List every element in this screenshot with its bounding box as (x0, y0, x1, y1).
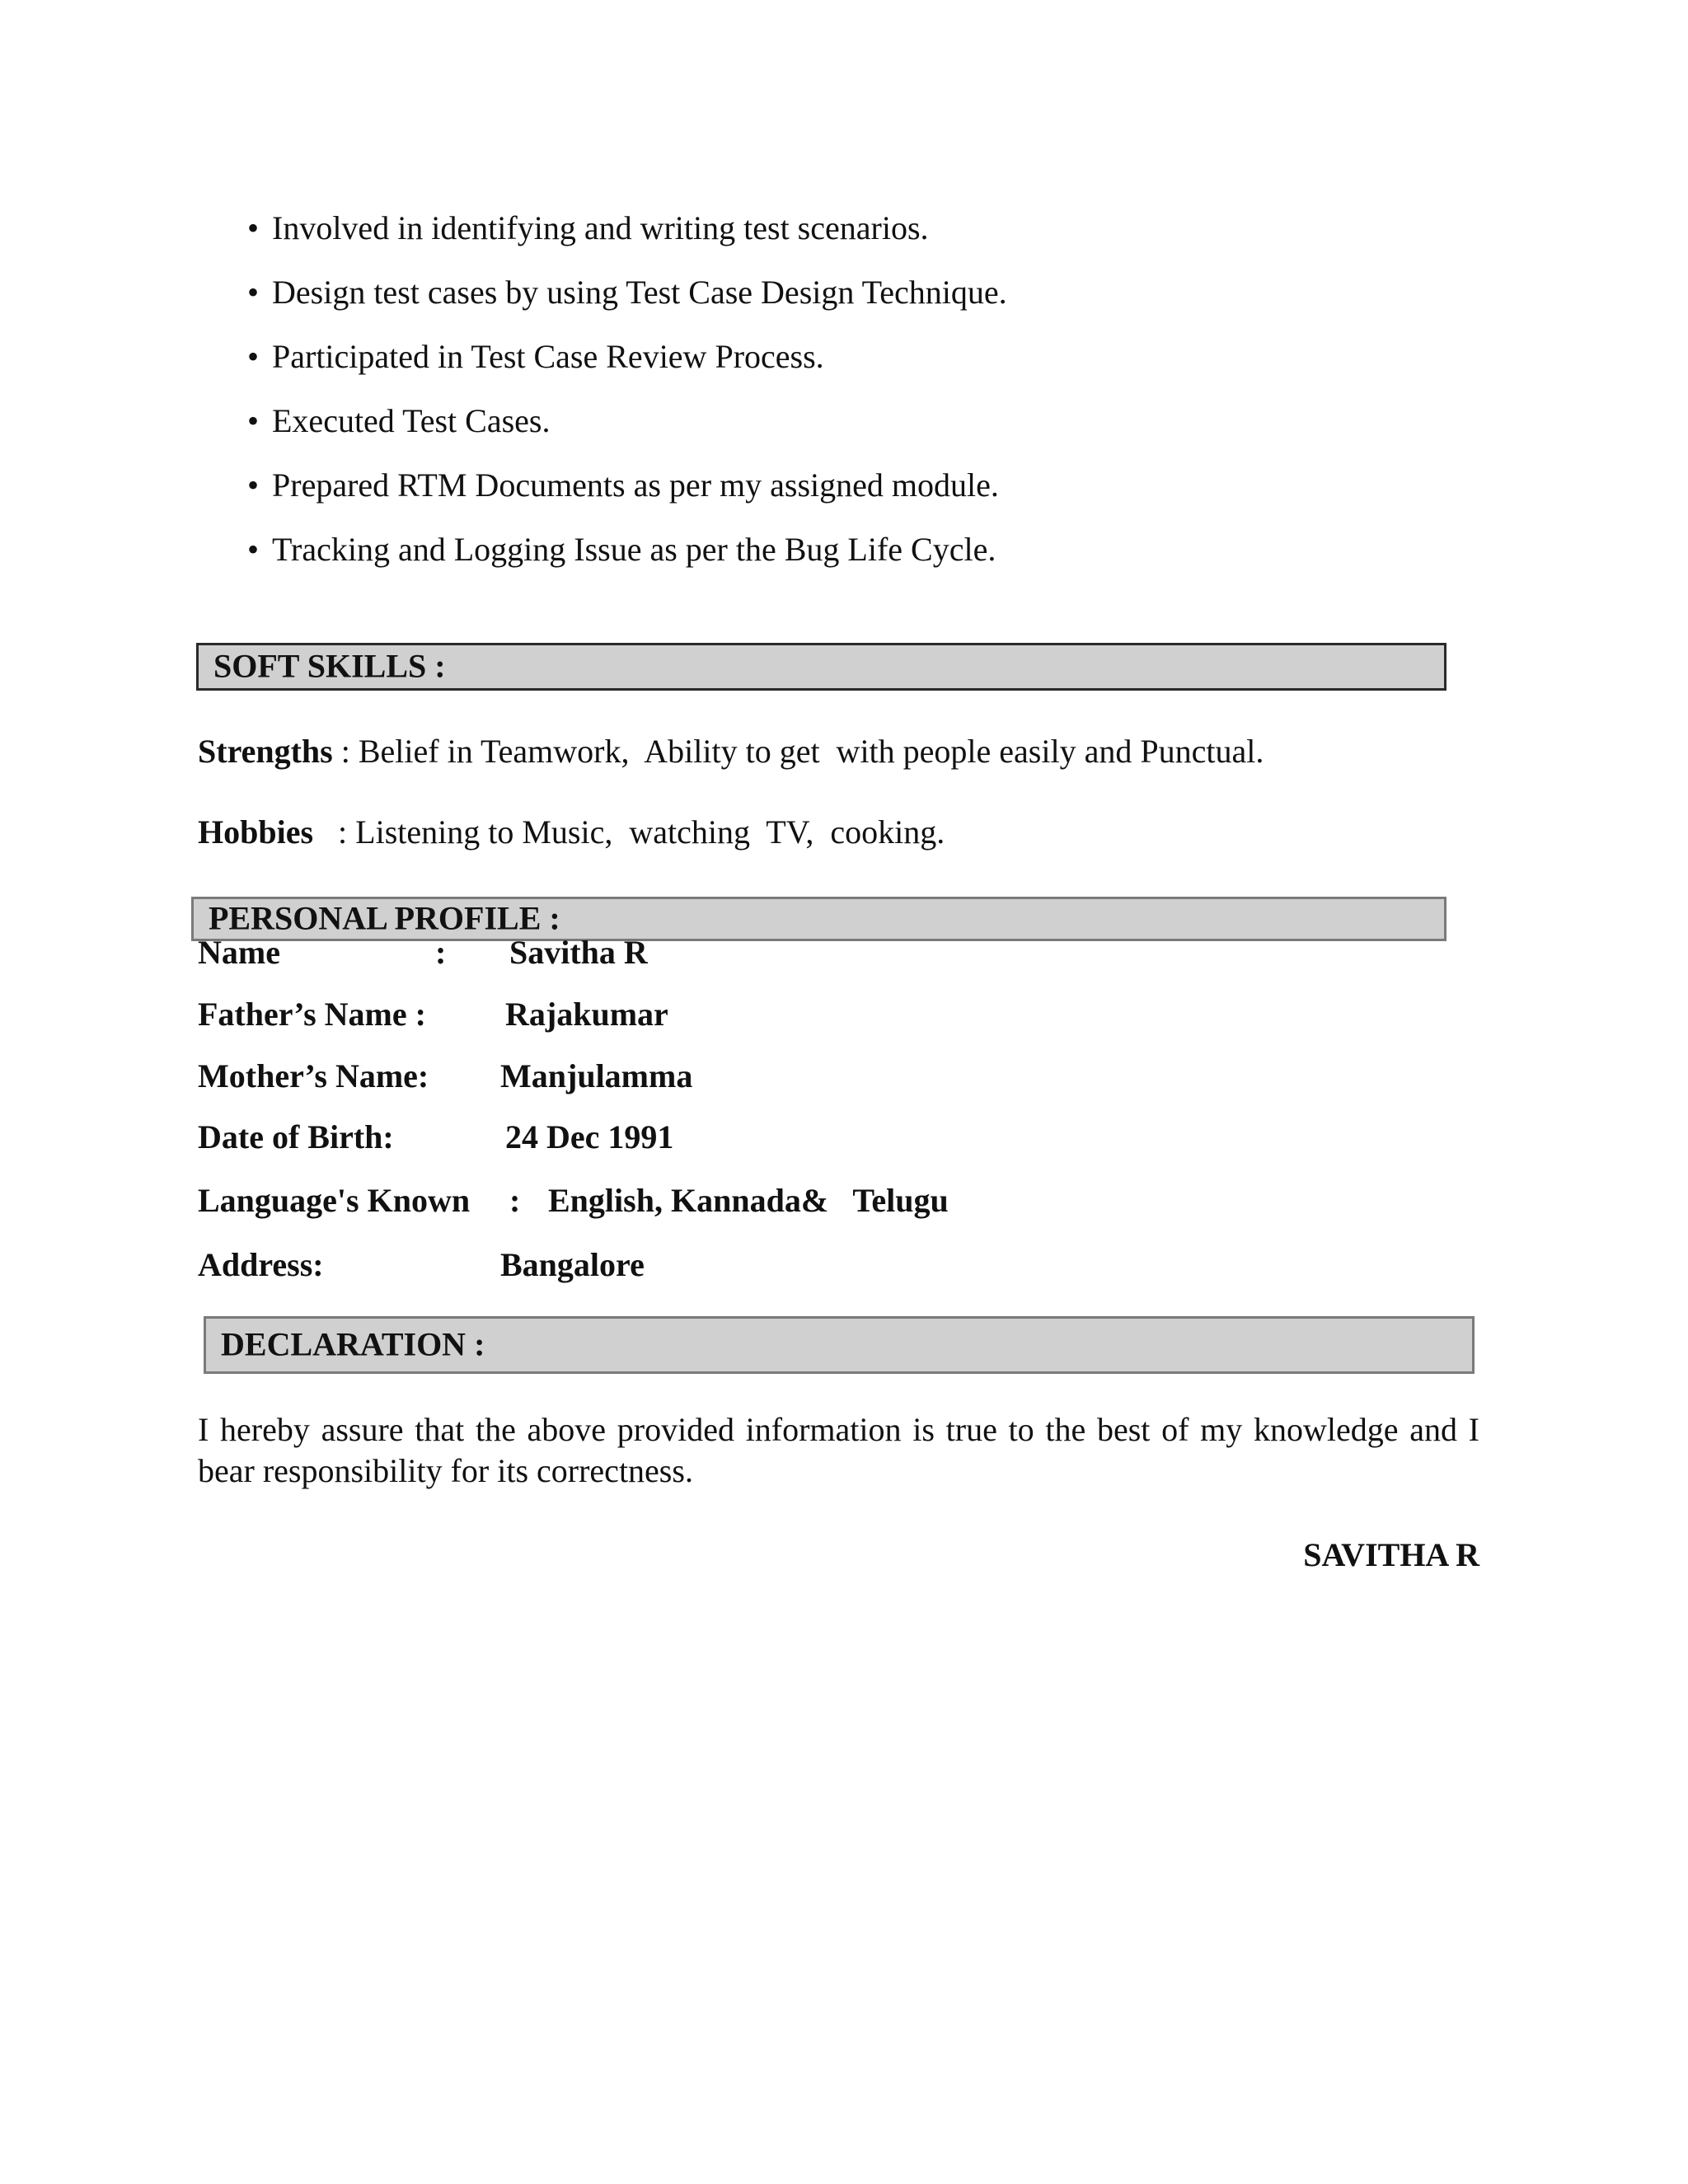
personal-profile-header (191, 897, 1447, 941)
soft-skills-heading: SOFT SKILLS : (213, 647, 446, 685)
bullet-icon: • (247, 274, 260, 311)
bullet-icon: • (247, 466, 260, 504)
list-item-text: Participated in Test Case Review Process. (272, 338, 824, 375)
personal-profile-heading: PERSONAL PROFILE : (209, 899, 560, 937)
list-item (247, 389, 1007, 453)
soft-skills-header (196, 643, 1447, 691)
strengths-label: Strengths (198, 733, 333, 770)
strengths-text: : Belief in Teamwork, Ability to get with people easily and Punctual. (332, 733, 1264, 770)
bullet-icon: • (247, 338, 260, 375)
name-separator: : (435, 934, 447, 971)
list-item-text: Design test cases by using Test Case Design Technique. (272, 274, 1007, 311)
hobbies-text: : Listening to Music, watching TV, cooking. (313, 813, 945, 851)
declaration-text: I hereby assure that the above provided information is true to the best of my knowledge and I bear responsibility for its correctness. (198, 1411, 1479, 1489)
dob-label: Date of Birth: (198, 1118, 394, 1155)
mother-name-label: Mother’s Name: (198, 1057, 429, 1094)
bullet-icon: • (247, 531, 260, 568)
list-item-text: Involved in identifying and writing test scenarios. (272, 209, 929, 246)
list-item-text: Tracking and Logging Issue as per the Bug Life Cycle. (272, 531, 996, 568)
languages-separator: : (509, 1182, 521, 1219)
signature-name: SAVITHA R (1303, 1536, 1479, 1573)
responsibilities-list (247, 196, 1007, 582)
languages-label: Language's Known (198, 1182, 471, 1219)
languages-value: English, Kannada& Telugu (548, 1182, 949, 1219)
list-item (247, 196, 1007, 260)
address-label: Address: (198, 1246, 324, 1283)
list-item-text: Prepared RTM Documents as per my assigned module. (272, 466, 999, 504)
dob-value: 24 Dec 1991 (505, 1118, 674, 1155)
declaration-header (204, 1316, 1475, 1374)
hobbies-label: Hobbies (198, 813, 314, 851)
name-label: Name (198, 934, 280, 971)
list-item (247, 325, 1007, 389)
hobbies-line (198, 813, 945, 851)
list-item (247, 518, 1007, 582)
strengths-line (198, 732, 1264, 771)
father-name-label: Father’s Name : (198, 996, 426, 1033)
list-item (247, 453, 1007, 518)
father-name-value: Rajakumar (505, 996, 668, 1033)
bullet-icon: • (247, 402, 260, 439)
address-value: Bangalore (500, 1246, 645, 1283)
list-item (247, 260, 1007, 325)
declaration-heading: DECLARATION : (221, 1325, 485, 1363)
mother-name-value: Manjulamma (500, 1057, 693, 1094)
bullet-icon: • (247, 209, 260, 246)
list-item-text: Executed Test Cases. (272, 402, 551, 439)
name-value: Savitha R (509, 934, 648, 971)
